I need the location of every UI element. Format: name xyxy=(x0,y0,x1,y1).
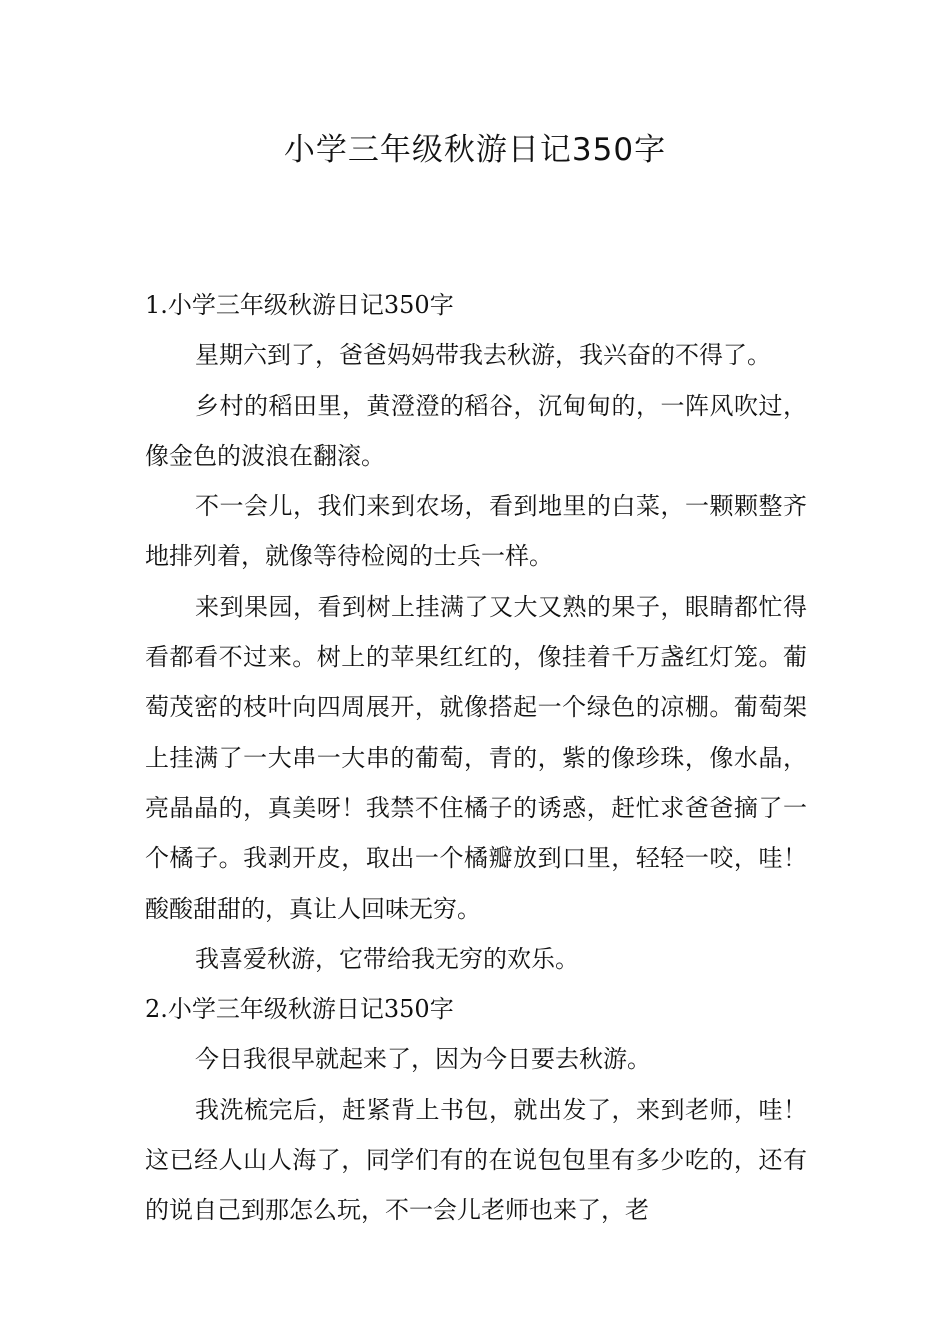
section-heading: 2.小学三年级秋游日记350字 xyxy=(145,995,454,1024)
document-body xyxy=(145,280,807,1236)
paragraph: 我洗梳完后，赶紧背上书包，就出发了，来到老师，哇！这已经人山人海了，同学们有的在说包包里有多少吃的，还有的说自己到那怎么玩，不一会儿老师也来了，老 xyxy=(145,1095,807,1225)
paragraph: 不一会儿，我们来到农场，看到地里的白菜，一颗颗整齐地排列着，就像等待检阅的士兵一样。 xyxy=(145,492,807,571)
document-title: 小学三年级秋游日记350字 xyxy=(283,132,667,168)
section-heading: 1.小学三年级秋游日记350字 xyxy=(145,291,454,319)
paragraph: 星期六到了，爸爸妈妈带我去秋游，我兴奋的不得了。 xyxy=(195,341,771,370)
paragraph: 今日我很早就起来了，因为今日要去秋游。 xyxy=(195,1045,651,1074)
paragraph: 来到果园，看到树上挂满了又大又熟的果子，眼睛都忙得看都看不过来。树上的苹果红红的，像挂着千万盏红灯笼。葡萄茂密的枝叶向四周展开，就像搭起一个绿色的凉棚。葡萄架上挂满了一大串一大串的葡萄，青的，紫的像珍珠，像水晶，亮晶晶的，真美呀！我禁不住橘子的诱惑，赶忙求爸爸摘了一个橘子。我剥开皮，取出一个橘瓣放到口里，轻轻一咬，哇！酸酸甜甜的，真让人回味无穷。 xyxy=(145,592,807,923)
paragraph: 乡村的稻田里，黄澄澄的稻谷，沉甸甸的，一阵风吹过，像金色的波浪在翻滚。 xyxy=(145,391,807,470)
paragraph: 我喜爱秋游，它带给我无穷的欢乐。 xyxy=(195,944,579,973)
